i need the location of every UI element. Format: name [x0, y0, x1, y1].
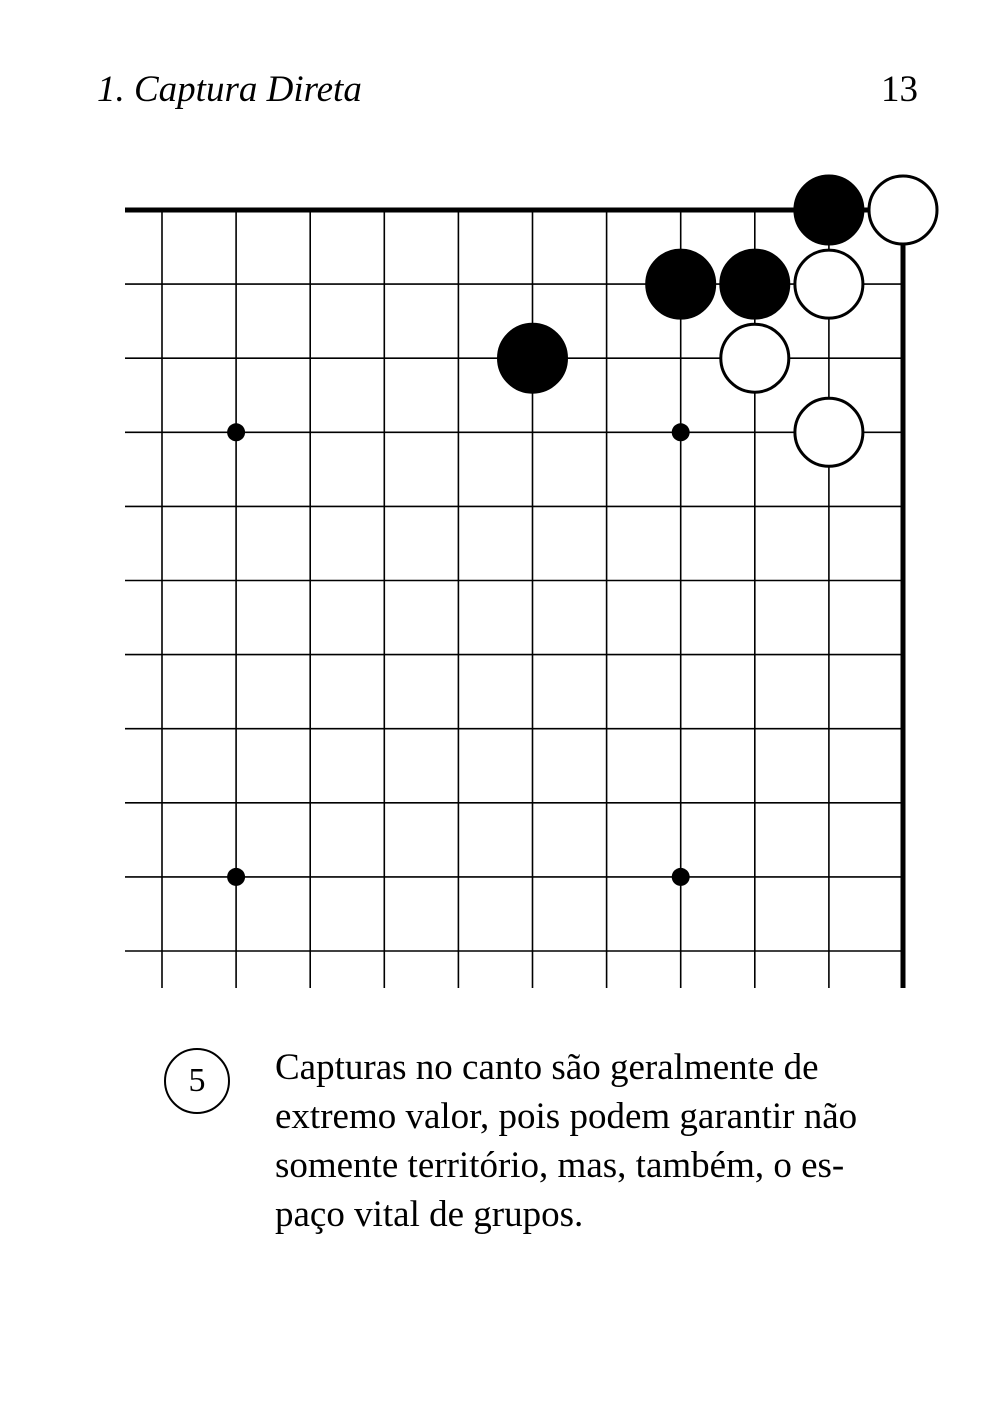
white-stone	[795, 250, 863, 318]
white-stone	[795, 398, 863, 466]
white-stone	[869, 176, 937, 244]
problem-text-line: extremo valor, pois podem garantir não	[275, 1096, 858, 1137]
problem-text-line: paço vital de grupos.	[275, 1194, 584, 1235]
star-point	[672, 423, 690, 441]
problem-text-line: Capturas no canto são geralmente de	[275, 1047, 819, 1088]
black-stone	[721, 250, 789, 318]
page-number: 13	[881, 69, 918, 110]
star-point	[672, 868, 690, 886]
black-stone	[499, 324, 567, 392]
problem-number-badge	[164, 1048, 230, 1114]
black-stone	[647, 250, 715, 318]
problem-text	[275, 1043, 895, 1239]
black-stone	[795, 176, 863, 244]
white-stone	[721, 324, 789, 392]
problem-number: 5	[188, 1062, 206, 1099]
star-point	[227, 868, 245, 886]
star-point	[227, 423, 245, 441]
running-head: 1. Captura Direta	[97, 69, 362, 110]
problem-text-line: somente território, mas, também, o es-	[275, 1145, 845, 1186]
